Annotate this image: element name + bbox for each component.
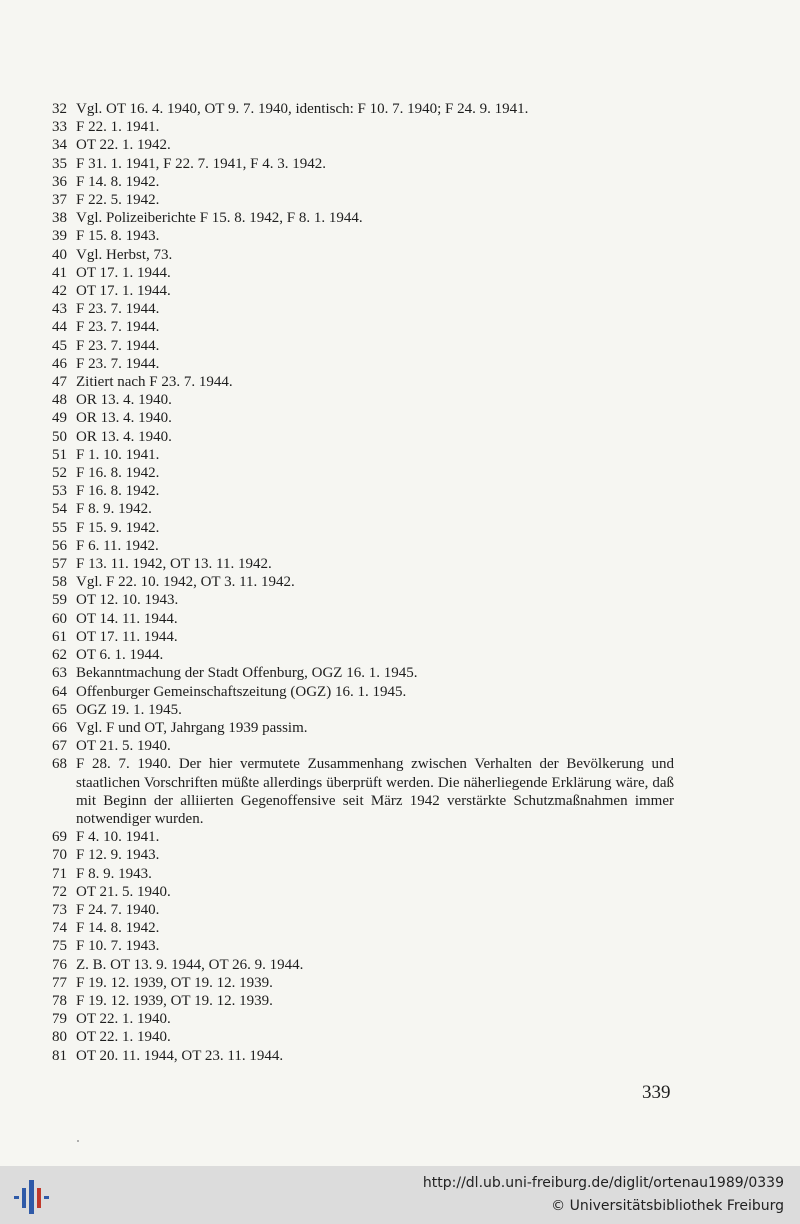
- endnote-number: 52: [52, 465, 67, 482]
- endnote-number: 70: [52, 847, 67, 864]
- endnote-item: [52, 519, 674, 537]
- endnote-item: [52, 264, 674, 282]
- endnote-text: OT 17. 1. 1944.: [76, 283, 171, 300]
- endnote-item: [52, 865, 674, 883]
- endnote-number: 44: [52, 319, 67, 336]
- endnote-text: F 10. 7. 1943.: [76, 938, 160, 955]
- copyright-notice: © Universitätsbibliothek Freiburg: [551, 1198, 784, 1214]
- endnote-item: [52, 737, 674, 755]
- endnote-number: 62: [52, 647, 67, 664]
- endnote-item: [52, 628, 674, 646]
- endnote-item: [52, 537, 674, 555]
- endnote-text: OGZ 19. 1. 1945.: [76, 701, 182, 718]
- endnote-number: 59: [52, 592, 67, 609]
- scan-speck: [77, 1140, 79, 1142]
- endnote-text: OR 13. 4. 1940.: [76, 410, 172, 427]
- endnote-text: OT 22. 1. 1940.: [76, 1011, 171, 1028]
- endnote-item: [52, 337, 674, 355]
- endnote-number: 50: [52, 428, 67, 445]
- endnote-text: Vgl. OT 16. 4. 1940, OT 9. 7. 1940, identisch: F 10. 7. 1940; F 24. 9. 1941.: [76, 101, 529, 117]
- endnote-text: F 8. 9. 1942.: [76, 501, 152, 518]
- endnotes-list: [52, 100, 674, 1065]
- endnote-item: [52, 136, 674, 154]
- endnote-number: 80: [52, 1029, 67, 1046]
- endnote-text: F 22. 5. 1942.: [76, 192, 160, 209]
- endnote-item: [52, 282, 674, 300]
- endnote-text: Z. B. OT 13. 9. 1944, OT 26. 9. 1944.: [76, 956, 304, 973]
- endnote-text: F 15. 9. 1942.: [76, 519, 160, 536]
- endnote-number: 69: [52, 829, 67, 846]
- endnote-item: [52, 173, 674, 191]
- endnote-text: F 8. 9. 1943.: [76, 865, 152, 882]
- endnote-number: 66: [52, 719, 67, 736]
- endnote-item: [52, 100, 674, 118]
- endnote-number: 47: [52, 374, 67, 391]
- endnote-text: F 6. 11. 1942.: [76, 537, 159, 554]
- endnote-text: F 23. 7. 1944.: [76, 301, 160, 318]
- endnote-item: [52, 373, 674, 391]
- endnote-text: Offenburger Gemeinschaftszeitung (OGZ) 16. 1. 1945.: [76, 683, 407, 700]
- endnote-item: [52, 591, 674, 609]
- endnote-number: 67: [52, 738, 67, 755]
- endnote-item: [52, 118, 674, 136]
- endnote-text: OT 17. 11. 1944.: [76, 628, 178, 645]
- endnote-item: [52, 956, 674, 974]
- endnote-text: OR 13. 4. 1940.: [76, 428, 172, 445]
- endnote-number: 77: [52, 974, 67, 991]
- endnote-item: [52, 846, 674, 864]
- endnote-text: F 22. 1. 1941.: [76, 119, 160, 136]
- endnote-item: [52, 883, 674, 901]
- endnote-item: [52, 391, 674, 409]
- endnote-item: [52, 701, 674, 719]
- endnote-number: 68: [52, 756, 67, 773]
- endnote-text: F 31. 1. 1941, F 22. 7. 1941, F 4. 3. 1942.: [76, 155, 327, 172]
- viewer-footer: [0, 1166, 800, 1224]
- endnote-item: [52, 446, 674, 464]
- endnote-text: OT 21. 5. 1940.: [76, 738, 171, 755]
- endnote-item: [52, 974, 674, 992]
- endnote-item: [52, 155, 674, 173]
- endnote-text: OT 22. 1. 1942.: [76, 137, 171, 154]
- endnote-text: F 1. 10. 1941.: [76, 446, 160, 463]
- endnote-item: [52, 719, 674, 737]
- endnote-text: OT 17. 1. 1944.: [76, 264, 171, 281]
- endnote-item: [52, 755, 674, 828]
- endnote-number: 32: [52, 101, 67, 117]
- endnote-text: Vgl. F 22. 10. 1942, OT 3. 11. 1942.: [76, 574, 295, 591]
- endnote-item: [52, 1028, 674, 1046]
- endnote-text: Bekanntmachung der Stadt Offenburg, OGZ 16. 1. 1945.: [76, 665, 418, 682]
- endnote-number: 48: [52, 392, 67, 409]
- endnote-text: F 14. 8. 1942.: [76, 920, 160, 937]
- endnote-item: [52, 828, 674, 846]
- endnote-text: F 13. 11. 1942, OT 13. 11. 1942.: [76, 556, 272, 573]
- endnote-item: [52, 992, 674, 1010]
- endnote-number: 75: [52, 938, 67, 955]
- endnote-text: F 16. 8. 1942.: [76, 465, 160, 482]
- endnote-item: [52, 191, 674, 209]
- endnote-number: 39: [52, 228, 67, 245]
- endnote-item: [52, 646, 674, 664]
- endnote-item: [52, 482, 674, 500]
- endnote-item: [52, 683, 674, 701]
- endnote-number: 35: [52, 155, 67, 172]
- endnote-item: [52, 1047, 674, 1065]
- endnote-text: F 19. 12. 1939, OT 19. 12. 1939.: [76, 992, 273, 1009]
- endnote-number: 74: [52, 920, 67, 937]
- endnote-item: [52, 610, 674, 628]
- endnote-number: 56: [52, 537, 67, 554]
- endnote-item: [52, 919, 674, 937]
- endnote-number: 49: [52, 410, 67, 427]
- endnote-number: 45: [52, 337, 67, 354]
- endnote-text: OT 20. 11. 1944, OT 23. 11. 1944.: [76, 1047, 284, 1064]
- endnote-number: 34: [52, 137, 67, 154]
- endnote-text: F 19. 12. 1939, OT 19. 12. 1939.: [76, 974, 273, 991]
- endnote-number: 42: [52, 283, 67, 300]
- endnote-text: F 23. 7. 1944.: [76, 337, 160, 354]
- endnote-number: 54: [52, 501, 67, 518]
- endnote-number: 55: [52, 519, 67, 536]
- endnote-item: [52, 1010, 674, 1028]
- endnote-text: F 4. 10. 1941.: [76, 829, 160, 846]
- endnote-text: F 24. 7. 1940.: [76, 901, 160, 918]
- endnote-text: F 28. 7. 1940. Der hier vermutete Zusammenhang zwischen Verhalten der Bevölkerung und staatlichen Vorschriften müßte allerdings überprüft werden. Die näherliegende Erklärung wäre, daß mit Beginn der alliierten Gegenoffensive seit März 1942 verstärkte Schutzmaßnahmen immer notwendiger wurden.: [76, 756, 674, 827]
- endnote-item: [52, 901, 674, 919]
- endnote-text: F 12. 9. 1943.: [76, 847, 160, 864]
- endnote-number: 73: [52, 901, 67, 918]
- endnote-item: [52, 209, 674, 227]
- endnote-item: [52, 227, 674, 245]
- endnote-item: [52, 555, 674, 573]
- page-number: 339: [642, 1082, 671, 1103]
- source-url-link[interactable]: http://dl.ub.uni-freiburg.de/diglit/ortenau1989/0339: [422, 1175, 784, 1191]
- endnote-item: [52, 246, 674, 264]
- endnote-text: Vgl. F und OT, Jahrgang 1939 passim.: [76, 719, 308, 736]
- endnote-number: 79: [52, 1011, 67, 1028]
- endnote-text: Vgl. Herbst, 73.: [76, 246, 173, 263]
- endnote-number: 65: [52, 701, 67, 718]
- endnote-text: OT 22. 1. 1940.: [76, 1029, 171, 1046]
- endnote-text: Zitiert nach F 23. 7. 1944.: [76, 374, 233, 391]
- endnote-text: OR 13. 4. 1940.: [76, 392, 172, 409]
- endnote-number: 76: [52, 956, 67, 973]
- endnote-item: [52, 300, 674, 318]
- endnote-text: OT 21. 5. 1940.: [76, 883, 171, 900]
- endnote-item: [52, 464, 674, 482]
- endnote-number: 37: [52, 192, 67, 209]
- endnote-item: [52, 664, 674, 682]
- endnote-number: 57: [52, 556, 67, 573]
- endnote-text: F 14. 8. 1942.: [76, 173, 160, 190]
- endnote-text: OT 12. 10. 1943.: [76, 592, 179, 609]
- endnote-number: 51: [52, 446, 67, 463]
- endnote-item: [52, 500, 674, 518]
- endnote-text: F 16. 8. 1942.: [76, 483, 160, 500]
- endnote-number: 64: [52, 683, 67, 700]
- endnote-text: F 23. 7. 1944.: [76, 319, 160, 336]
- endnote-number: 36: [52, 173, 67, 190]
- endnote-number: 61: [52, 628, 67, 645]
- endnote-item: [52, 355, 674, 373]
- endnote-number: 71: [52, 865, 67, 882]
- endnote-text: F 15. 8. 1943.: [76, 228, 160, 245]
- endnote-item: [52, 937, 674, 955]
- endnote-text: OT 14. 11. 1944.: [76, 610, 178, 627]
- endnote-number: 81: [52, 1047, 67, 1064]
- endnote-number: 60: [52, 610, 67, 627]
- endnote-number: 40: [52, 246, 67, 263]
- endnote-item: [52, 428, 674, 446]
- endnote-number: 53: [52, 483, 67, 500]
- endnote-number: 43: [52, 301, 67, 318]
- endnote-item: [52, 573, 674, 591]
- endnote-item: [52, 318, 674, 336]
- ub-freiburg-logo-icon: [12, 1176, 52, 1216]
- endnote-number: 72: [52, 883, 67, 900]
- endnote-number: 78: [52, 992, 67, 1009]
- endnote-text: OT 6. 1. 1944.: [76, 647, 164, 664]
- endnote-text: Vgl. Polizeiberichte F 15. 8. 1942, F 8. 1. 1944.: [76, 210, 363, 227]
- endnote-item: [52, 409, 674, 427]
- endnote-number: 63: [52, 665, 67, 682]
- endnote-number: 41: [52, 264, 67, 281]
- endnote-number: 38: [52, 210, 67, 227]
- endnote-text: F 23. 7. 1944.: [76, 355, 160, 372]
- endnote-number: 58: [52, 574, 67, 591]
- endnote-number: 33: [52, 119, 67, 136]
- endnote-number: 46: [52, 355, 67, 372]
